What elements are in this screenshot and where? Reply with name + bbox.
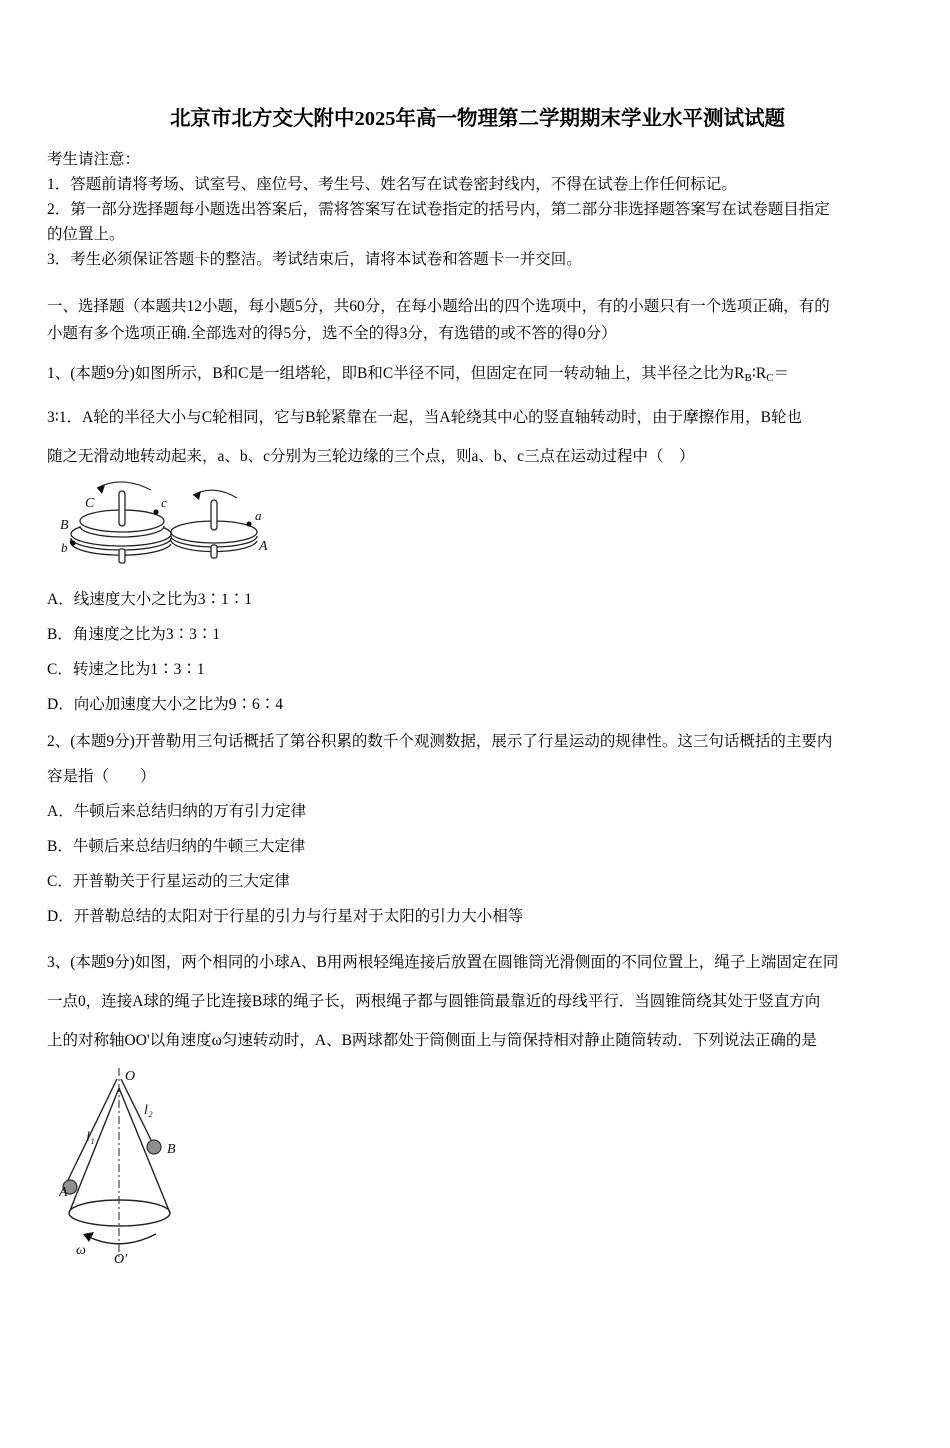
tower-wheels-diagram: [59, 480, 279, 580]
label-point-c: c: [161, 495, 167, 510]
omega-arrowhead: [83, 1232, 94, 1242]
question-2-stem: [47, 724, 908, 794]
notice-line: 3．考生必须保证答题卡的整洁。考试结束后，请将本试卷和答题卡一并交回。: [47, 251, 582, 268]
point-a-dot: [246, 521, 251, 526]
question-3-stem-line: 3、(本题9分)如图，两个相同的小球A、B用两根轻绳连接后放置在圆锥筒光滑侧面的不同位置上，绳子上端固定在同: [47, 954, 839, 971]
option-b: B．牛顿后来总结归纳的牛顿三大定律: [47, 838, 306, 855]
notice-section: [47, 147, 908, 272]
label-l2: l₂: [144, 1103, 153, 1118]
option-d: D．开普勒总结的太阳对于行星的引力与行星对于太阳的引力大小相等: [47, 908, 524, 925]
label-O: O: [125, 1069, 136, 1084]
question-1-stem-line: 随之无滑动地转动起来，a、b、c分别为三轮边缘的三个点，则a、b、c三点在运动过程中（ ）: [47, 448, 695, 465]
cone-diagram: [59, 1066, 249, 1274]
label-wheel-B: B: [60, 518, 69, 533]
question-3-stem-line: 一点0，连接A球的绳子比连接B球的绳子长，两根绳子都与圆锥筒最靠近的母线平行．当圆锥筒绕其处于竖直方向: [47, 993, 821, 1010]
stem-text: ∶R: [751, 365, 767, 382]
label-O-prime: O′: [114, 1252, 128, 1267]
section-heading-line: 一、选择题（本题共12小题，每小题5分，共60分，在每小题给出的四个选项中，有的小题只有一个选项正确，有的: [47, 298, 830, 315]
notice-heading: 考生请注意：: [47, 151, 141, 168]
stem-text: ＝: [773, 365, 790, 382]
stem-text: 1、(本题9分)如图所示，B和C是一组塔轮，即B和C半径不同，但固定在同一转动轴上，其半径之比为R: [47, 365, 745, 382]
question-2: [47, 724, 908, 934]
label-omega: ω: [76, 1243, 86, 1258]
section-heading-line: 小题有多个选项正确.全部选对的得5分，选不全的得3分，有选错的或不答的得0分）: [47, 325, 617, 342]
question-3-stem-line: 上的对称轴OO'以角速度ω匀速转动时，A、B两球都处于筒侧面上与筒保持相对静止随筒转动．下列说法正确的是: [47, 1032, 817, 1049]
ball-B: [147, 1140, 161, 1154]
notice-line: 的位置上。: [47, 226, 125, 243]
point-b-dot: [70, 540, 75, 545]
label-A: A: [59, 1185, 68, 1200]
question-1: [47, 354, 908, 722]
question-1-stem-line: [47, 354, 908, 398]
label-B: B: [167, 1142, 176, 1157]
label-point-a: a: [255, 508, 262, 523]
label-wheel-A: A: [259, 539, 268, 554]
notice-line: 1．答题前请将考场、试室号、座位号、考生号、姓名写在试卷密封线内，不得在试卷上作任何标记。: [47, 176, 737, 193]
question-2-stem-line: 2、(本题9分)开普勒用三句话概括了第谷积累的数千个观测数据，展示了行星运动的规律性。这三句话概括的主要内: [47, 733, 833, 750]
subscript-b: B: [744, 372, 752, 384]
rotation-arrowhead: [193, 491, 201, 500]
option-c: C．开普勒关于行星运动的三大定律: [47, 873, 290, 890]
page-title: 北京市北方交大附中2025年高一物理第二学期期末学业水平测试试题: [170, 108, 785, 130]
question-1-stem-line: 3∶1．A轮的半径大小与C轮相同，它与B轮紧靠在一起，当A轮绕其中心的竖直轴转动时，由于摩擦作用，B轮也: [47, 409, 802, 426]
exam-page: [0, 104, 950, 1274]
question-2-stem-line: 容是指（ ）: [47, 768, 156, 785]
option-a: A．牛顿后来总结归纳的万有引力定律: [47, 803, 307, 820]
label-point-b: b: [61, 540, 68, 555]
option-c: C．转速之比为1∶3∶1: [47, 661, 205, 678]
notice-line: 2．第一部分选择题每小题选出答案后，需将答案写在试卷指定的括号内，第二部分非选择题答案写在试卷题目指定: [47, 201, 830, 218]
label-l1: l₁: [86, 1130, 95, 1145]
question-2-options: [47, 794, 908, 934]
section-1-heading: [47, 293, 908, 347]
point-c-dot: [153, 509, 158, 514]
figure-cone: [59, 1066, 908, 1274]
question-3-stem: [47, 943, 908, 1060]
option-b: B．角速度之比为3∶3∶1: [47, 626, 221, 643]
subscript-c: C: [766, 372, 774, 384]
option-d: D．向心加速度大小之比为9∶6∶4: [47, 696, 283, 713]
question-1-stem: [47, 354, 908, 476]
question-1-options: [47, 582, 908, 722]
label-wheel-C: C: [85, 496, 95, 511]
figure-tower-wheels: [59, 480, 908, 580]
question-3: [47, 943, 908, 1274]
option-a: A．线速度大小之比为3∶1∶1: [47, 591, 252, 608]
